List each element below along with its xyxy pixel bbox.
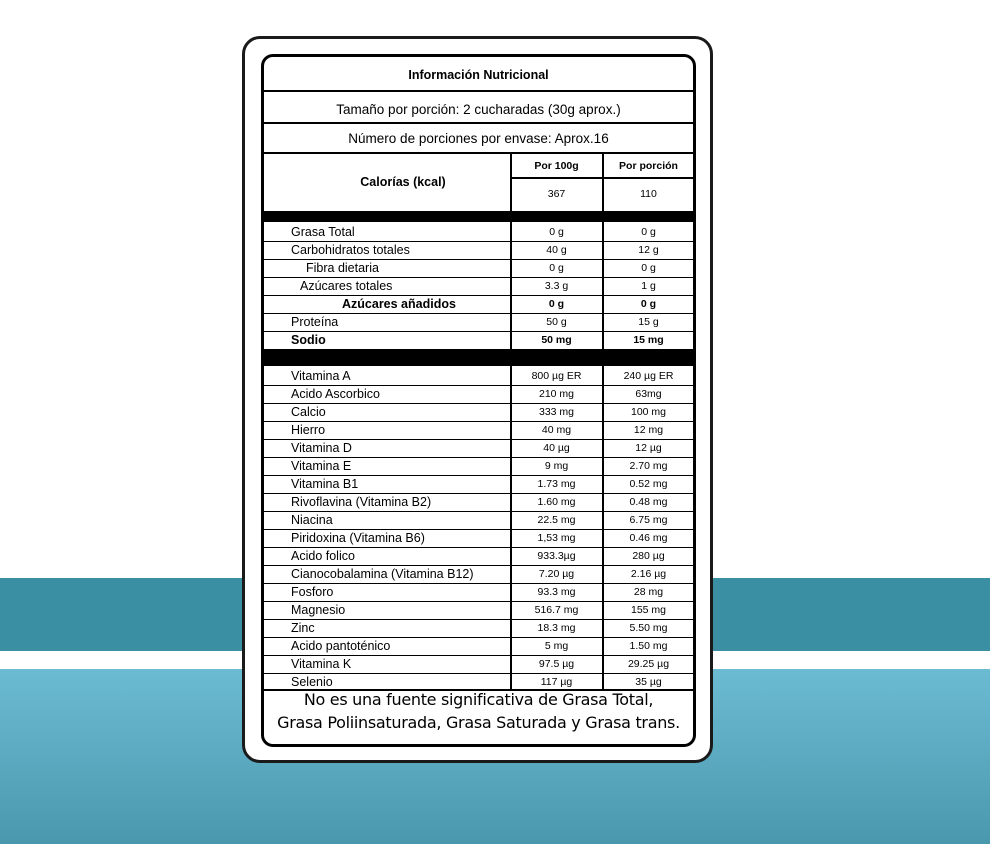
value-per-serving: 28 mg xyxy=(633,586,664,598)
value-per-serving: 0 g xyxy=(640,298,657,310)
footer-line-1: No es una fuente significativa de Grasa Total, xyxy=(303,690,654,709)
value-per-serving: 2.16 µg xyxy=(630,568,667,580)
footer-line-2: Grasa Poliinsaturada, Grasa Saturada y Grasa trans. xyxy=(277,713,680,732)
nutrition-facts-panel xyxy=(261,54,696,747)
footer-note xyxy=(264,688,693,734)
table-row xyxy=(264,421,693,439)
value-per-100g: 50 mg xyxy=(541,334,572,346)
serving-size: Tamaño por porción: 2 cucharadas (30g aprox.) xyxy=(336,102,621,117)
value-per-serving: 0 g xyxy=(641,226,656,238)
nutrient-name: Rivoflavina (Vitamina B2) xyxy=(291,495,432,509)
table-row xyxy=(264,655,693,673)
table-row xyxy=(264,529,693,547)
value-per-100g: 1.73 mg xyxy=(537,478,576,490)
table-row xyxy=(264,583,693,601)
nutrient-name: Fibra dietaria xyxy=(306,261,379,275)
table-row xyxy=(264,313,693,331)
table-row xyxy=(264,439,693,457)
value-per-100g: 933.3µg xyxy=(537,550,576,562)
nutrient-name: Azúcares añadidos xyxy=(342,297,456,311)
nutrient-name: Hierro xyxy=(291,423,326,437)
value-per-serving: 0.52 mg xyxy=(629,478,668,490)
value-per-serving: 1.50 mg xyxy=(629,640,668,652)
thick-divider xyxy=(264,211,693,222)
value-per-100g: 50 g xyxy=(546,316,567,328)
nutrient-name: Cianocobalamina (Vitamina B12) xyxy=(291,567,474,581)
nutrient-name: Vitamina K xyxy=(291,657,352,671)
table-row xyxy=(264,295,693,313)
table-row xyxy=(264,403,693,421)
value-per-serving: 5.50 mg xyxy=(629,622,668,634)
value-per-100g: 117 µg xyxy=(540,676,573,688)
nutrient-name: Acido folico xyxy=(291,549,355,563)
value-per-100g: 800 µg ER xyxy=(531,370,582,382)
value-per-100g: 97.5 µg xyxy=(538,658,575,670)
value-per-100g: 18.3 mg xyxy=(537,622,576,634)
table-row xyxy=(264,277,693,295)
value-per-serving: 100 mg xyxy=(630,406,667,418)
value-per-100g: 1.60 mg xyxy=(537,496,576,508)
value-per-100g: 40 µg xyxy=(543,442,570,454)
table-row xyxy=(264,223,693,241)
value-per-100g: 22.5 mg xyxy=(537,514,576,526)
value-per-100g: 9 mg xyxy=(544,460,569,472)
nutrient-name: Acido pantoténico xyxy=(291,639,391,653)
value-per-serving: 12 µg xyxy=(635,442,662,454)
value-per-100g: 93.3 mg xyxy=(537,586,576,598)
table-row xyxy=(264,637,693,655)
value-per-serving: 15 mg xyxy=(633,334,664,346)
nutrient-name: Calcio xyxy=(291,405,326,419)
value-per-serving: 29.25 µg xyxy=(627,658,670,670)
value-per-serving: 63mg xyxy=(635,388,662,400)
table-row xyxy=(264,547,693,565)
calories-label: Calorías (kcal) xyxy=(360,175,446,189)
table-row xyxy=(264,241,693,259)
thick-divider xyxy=(264,349,693,366)
value-per-serving: 35 µg xyxy=(635,676,662,688)
value-per-serving: 12 mg xyxy=(633,424,664,436)
value-per-100g: 1,53 mg xyxy=(537,532,576,544)
table-row xyxy=(264,493,693,511)
label-title: Información Nutricional xyxy=(408,68,549,82)
value-per-100g: 516.7 mg xyxy=(534,604,579,616)
value-per-100g: 0 g xyxy=(549,226,564,238)
nutrient-name: Magnesio xyxy=(291,603,346,617)
value-per-serving: 2.70 mg xyxy=(629,460,668,472)
table-row xyxy=(264,331,693,349)
value-per-100g: 40 mg xyxy=(541,424,572,436)
nutrient-name: Vitamina E xyxy=(291,459,352,473)
column-header-per-serving: Por porción xyxy=(619,160,678,172)
servings-per-container: Número de porciones por envase: Aprox.16 xyxy=(348,131,609,146)
nutrient-name: Piridoxina (Vitamina B6) xyxy=(291,531,425,545)
value-per-100g: 333 mg xyxy=(538,406,575,418)
value-per-serving: 6.75 mg xyxy=(629,514,668,526)
value-per-serving: 280 µg xyxy=(632,550,665,562)
value-per-serving: 1 g xyxy=(641,280,656,292)
nutrient-name: Selenio xyxy=(291,675,333,689)
nutrient-name: Fosforo xyxy=(291,585,334,599)
table-row xyxy=(264,601,693,619)
value-per-serving: 0.48 mg xyxy=(629,496,668,508)
value-per-100g: 40 g xyxy=(546,244,567,256)
nutrient-name: Azúcares totales xyxy=(300,279,393,293)
value-per-serving: 0 g xyxy=(641,262,656,274)
table-row xyxy=(264,565,693,583)
nutrient-name: Vitamina D xyxy=(291,441,352,455)
nutrient-name: Carbohidratos totales xyxy=(291,243,410,257)
value-per-serving: 15 g xyxy=(638,316,659,328)
value-per-100g: 0 g xyxy=(549,262,564,274)
table-row xyxy=(264,367,693,385)
table-row xyxy=(264,511,693,529)
calories-per-serving: 110 xyxy=(640,188,657,200)
nutrient-name: Vitamina B1 xyxy=(291,477,359,491)
value-per-serving: 240 µg ER xyxy=(623,370,674,382)
value-per-100g: 5 mg xyxy=(544,640,569,652)
nutrient-name: Proteína xyxy=(291,315,339,329)
nutrient-name: Acido Ascorbico xyxy=(291,387,380,401)
column-header-per-100g: Por 100g xyxy=(534,160,579,172)
nutrient-name: Vitamina A xyxy=(291,369,351,383)
table-row xyxy=(264,475,693,493)
nutrient-name: Sodio xyxy=(291,333,326,347)
value-per-serving: 12 g xyxy=(638,244,659,256)
value-per-serving: 0.46 mg xyxy=(629,532,668,544)
table-row xyxy=(264,385,693,403)
table-row xyxy=(264,619,693,637)
nutrient-name: Grasa Total xyxy=(291,225,355,239)
nutrient-name: Zinc xyxy=(291,621,315,635)
table-row xyxy=(264,457,693,475)
value-per-100g: 3.3 g xyxy=(544,280,569,292)
calories-per-100g: 367 xyxy=(547,188,566,200)
value-per-serving: 155 mg xyxy=(630,604,667,616)
value-per-100g: 210 mg xyxy=(538,388,575,400)
table-row xyxy=(264,259,693,277)
value-per-100g: 7.20 µg xyxy=(538,568,575,580)
value-per-100g: 0 g xyxy=(548,298,565,310)
nutrient-name: Niacina xyxy=(291,513,333,527)
